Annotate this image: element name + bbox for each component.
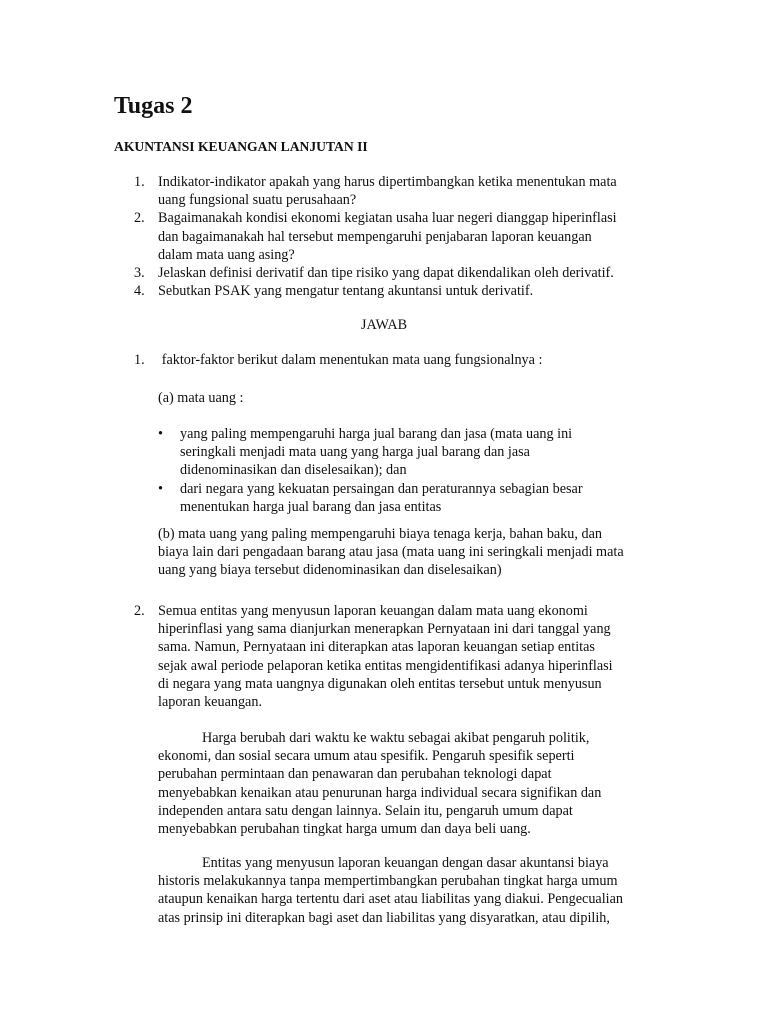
question-text-line: uang fungsional suatu perusahaan? (158, 192, 357, 209)
page-title: Tugas 2 (114, 93, 193, 119)
bullet-text-line: didenominasikan dan diselesaikan); dan (180, 462, 407, 479)
question-item (114, 264, 674, 282)
answer-heading: JAWAB (360, 317, 408, 333)
bullet-item (158, 480, 648, 516)
paragraph-line: Entitas yang menyusun laporan keuangan dengan dasar akuntansi biaya (202, 855, 609, 871)
paragraph-line: historis melakukannya tanpa mempertimbangkan perubahan tingkat harga umum (158, 873, 618, 890)
bullet-text-line: menentukan harga jual barang dan jasa entitas (180, 498, 442, 515)
answer-number: 1. (134, 352, 145, 368)
paragraph-line: laporan keuangan. (158, 694, 262, 711)
question-item (114, 173, 674, 209)
paragraph-line: biaya lain dari pengadaan barang atau jasa (mata uang ini seringkali menjadi mata (158, 544, 624, 561)
question-text-line: dan bagaimanakah hal tersebut mempengaruhi penjabaran laporan keuangan (158, 228, 592, 245)
paragraph-line: menyebabkan perubahan tingkat harga umum dan daya beli uang. (158, 821, 531, 838)
answer-1a-label: (a) mata uang : (158, 390, 244, 406)
question-item (114, 209, 674, 264)
paragraph-line: perubahan permintaan dan penawaran dan perubahan teknologi dapat (158, 766, 552, 783)
paragraph-line: ekonomi, dan sosial secara umum atau spesifik. Pengaruh spesifik seperti (158, 748, 575, 765)
answer-1-heading (134, 351, 542, 369)
question-item (114, 282, 674, 300)
bullet-text-line: seringkali menjadi mata uang yang harga jual barang dan jasa (180, 444, 530, 461)
question-text-line: Bagaimanakah kondisi ekonomi kegiatan usaha luar negeri dianggap hiperinflasi (158, 210, 617, 227)
paragraph-line: Semua entitas yang menyusun laporan keuangan dalam mata uang ekonomi (158, 603, 588, 619)
bullet-text-line: yang paling mempengaruhi harga jual barang dan jasa (mata uang ini (180, 426, 573, 442)
question-text-line: Jelaskan definisi derivatif dan tipe risiko yang dapat dikendalikan oleh derivatif. (158, 265, 614, 282)
answer-2-text (134, 602, 654, 711)
question-number: 3. (134, 265, 145, 282)
answer-2 (134, 602, 654, 711)
paragraph-line: menyebabkan kenaikan atau penurunan harga individual secara signifikan dan (158, 784, 602, 801)
bullet-list (158, 425, 648, 516)
answer-number: 2. (134, 603, 145, 619)
bullet-icon: • (158, 426, 163, 442)
question-list (114, 173, 674, 300)
answer-1-lead: faktor-faktor berikut dalam menentukan mata uang fungsionalnya : (161, 352, 543, 368)
bullet-text-line: dari negara yang kekuatan persaingan dan peraturannya sebagian besar (180, 480, 583, 497)
bullet-icon: • (158, 480, 163, 497)
course-subtitle: AKUNTANSI KEUANGAN LANJUTAN II (114, 139, 368, 154)
paragraph-line: (b) mata uang yang paling mempengaruhi biaya tenaga kerja, bahan baku, dan (158, 526, 602, 542)
paragraph-line: independen antara satu dengan lainnya. Selain itu, pengaruh umum dapat (158, 802, 573, 819)
question-text-line: dalam mata uang asing? (158, 246, 295, 263)
question-number: 4. (134, 283, 145, 300)
paragraph-line: Harga berubah dari waktu ke waktu sebagai akibat pengaruh politik, (202, 730, 590, 746)
answer-1b-paragraph (158, 525, 658, 580)
paragraph-line: sama. Namun, Pernyataan ini diterapkan atas laporan keuangan setiap entitas (158, 639, 595, 656)
bullet-item (158, 425, 648, 480)
answer-2-paragraph-historical-cost (158, 854, 658, 927)
answer-2-paragraph-prices (158, 729, 658, 838)
paragraph-line: sejak awal periode pelaporan ketika entitas mengidentifikasi adanya hiperinflasi (158, 657, 613, 674)
paragraph-line: atas prinsip ini diterapkan bagi aset dan liabilitas yang disyaratkan, atau dipilih, (158, 909, 610, 926)
question-text-line: Indikator-indikator apakah yang harus dipertimbangkan ketika menentukan mata (158, 174, 617, 190)
paragraph-line: uang yang biaya tersebut didenominasikan dan diselesaikan) (158, 562, 502, 579)
question-number: 1. (134, 174, 145, 190)
paragraph-line: hiperinflasi yang sama dianjurkan menerapkan Pernyataan ini dari tanggal yang (158, 621, 611, 638)
paragraph-line: di negara yang mata uangnya digunakan oleh entitas tersebut untuk menyusun (158, 675, 602, 692)
paragraph-line: ataupun kenaikan harga tertentu dari aset atau liabilitas yang diakui. Pengecualian (158, 891, 623, 908)
question-text-line: Sebutkan PSAK yang mengatur tentang akuntansi untuk derivatif. (158, 283, 534, 300)
question-number: 2. (134, 210, 145, 227)
